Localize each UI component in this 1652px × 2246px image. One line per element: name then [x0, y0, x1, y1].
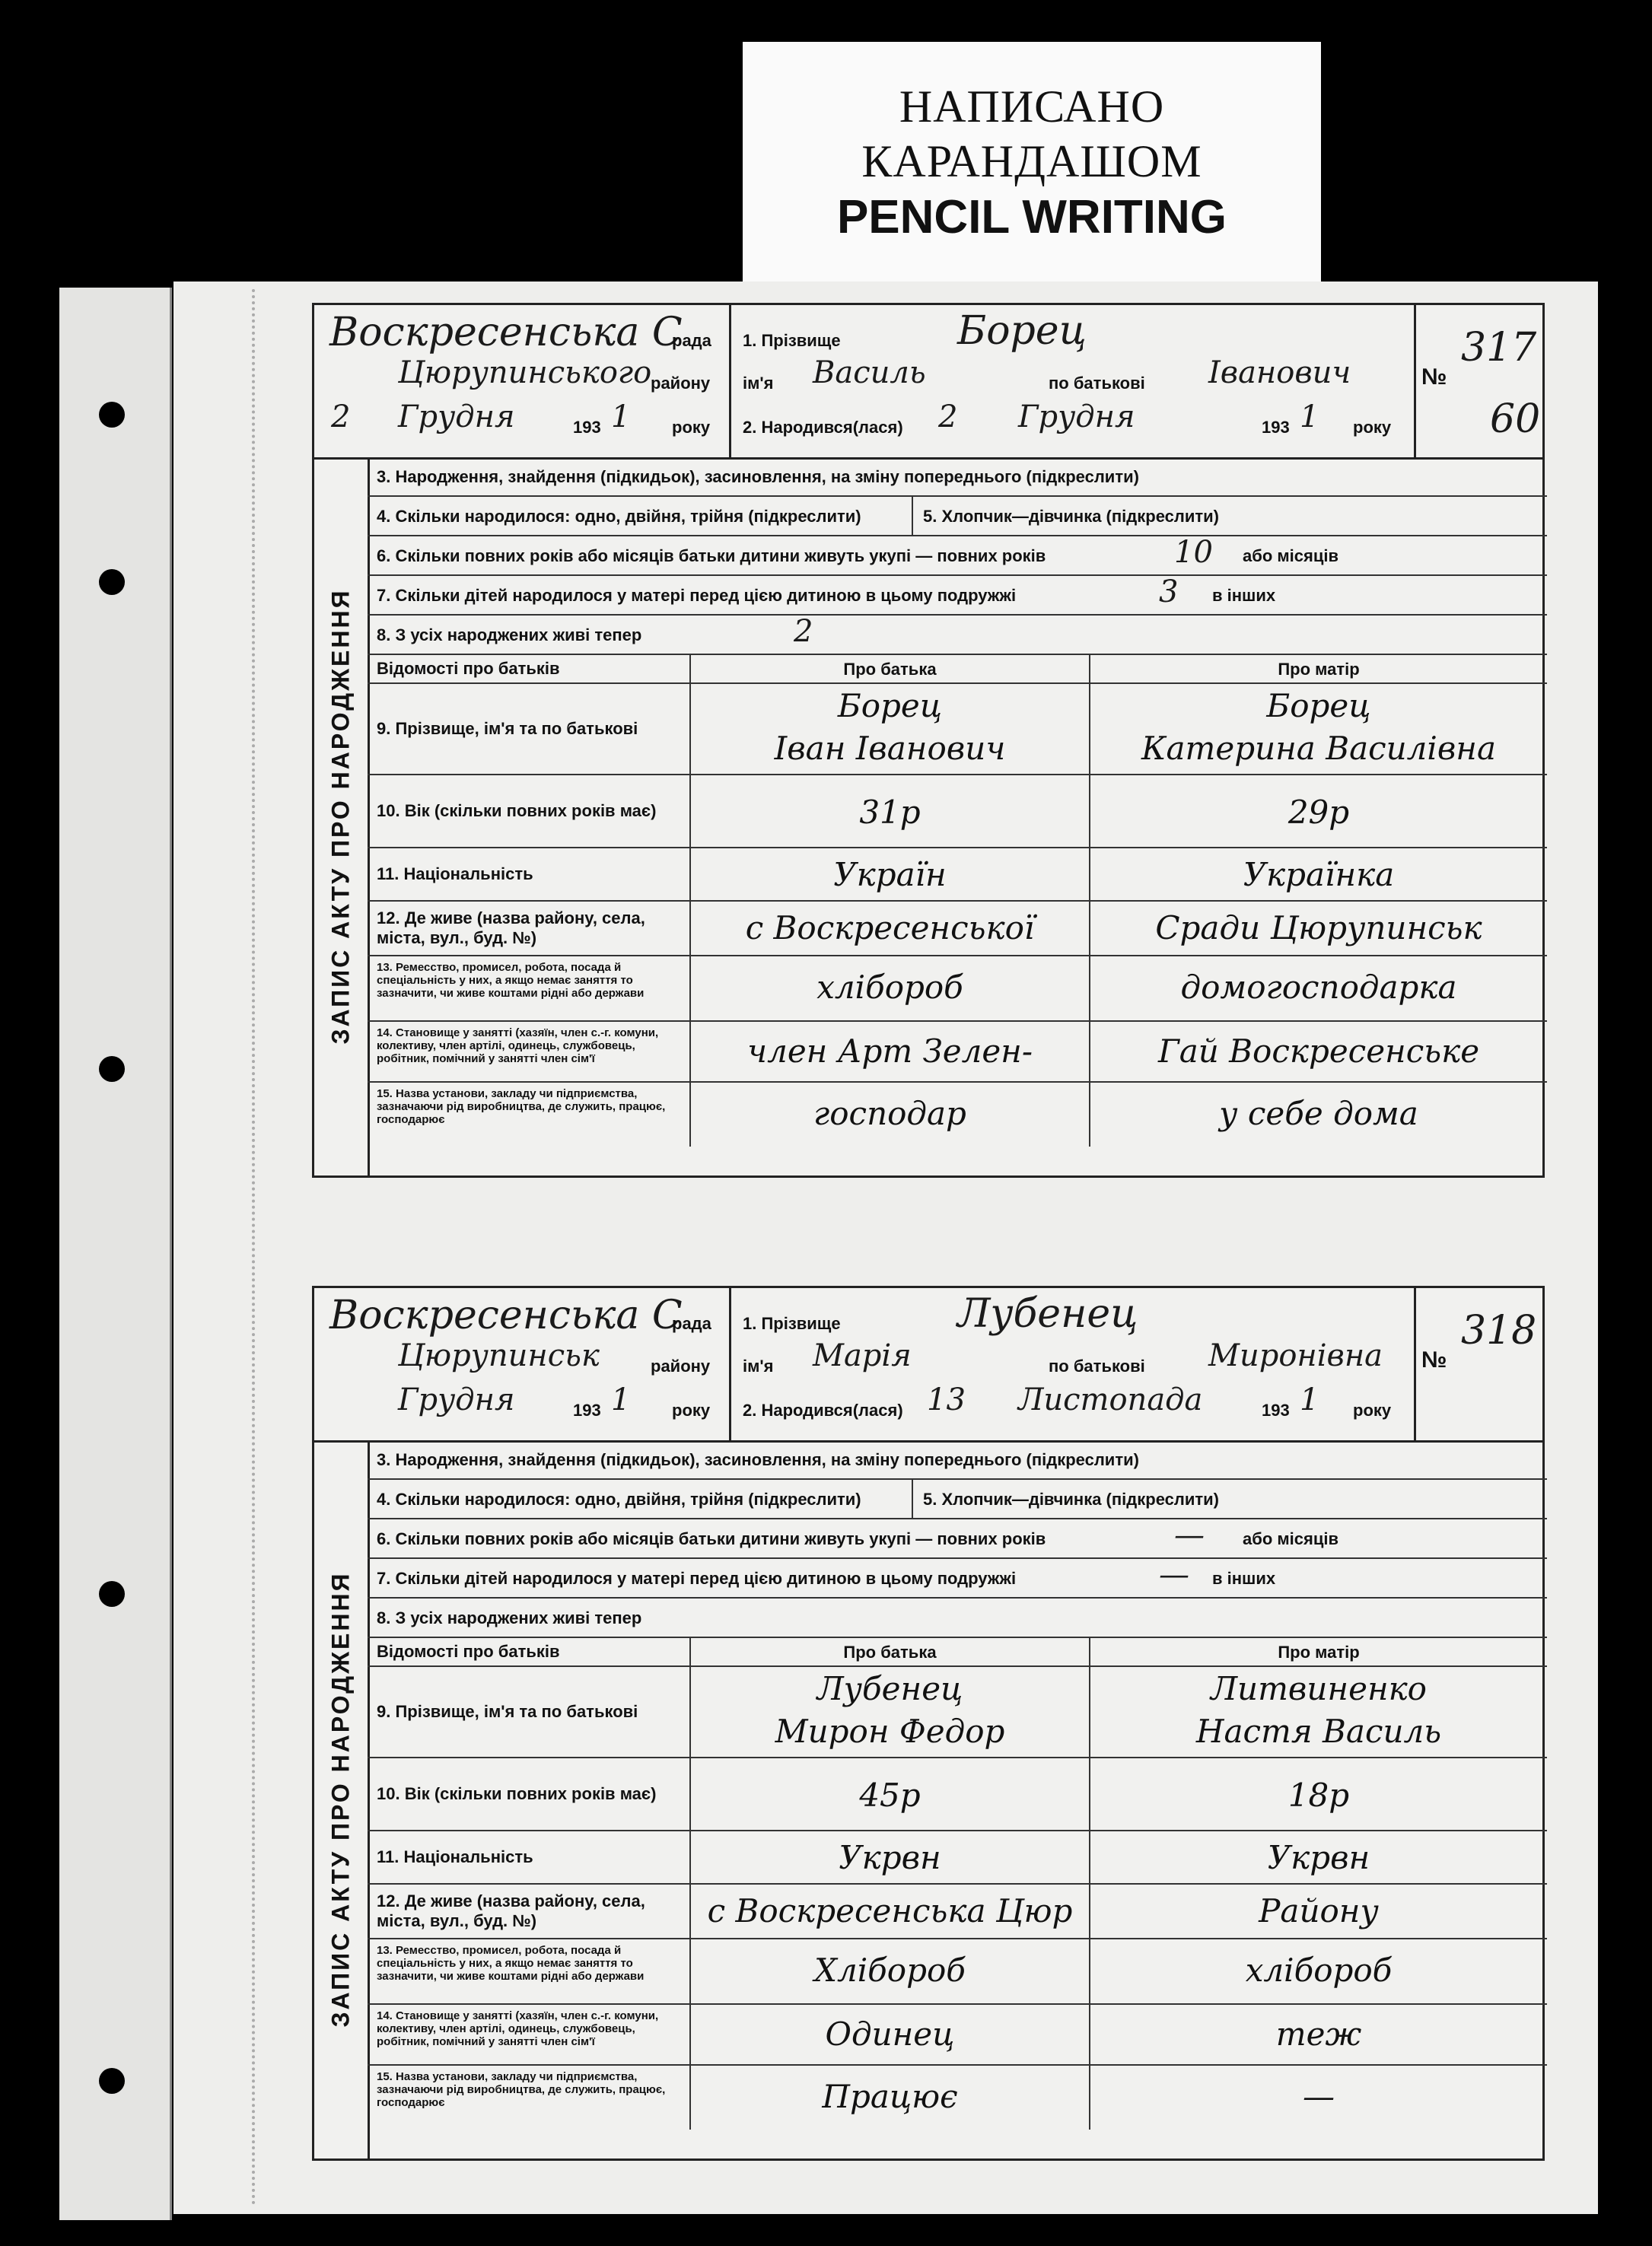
mother-place-hw: — [1303, 2078, 1335, 2115]
q8: 8. З усіх народжених живі тепер [377, 625, 642, 644]
row10-label: 10. Вік (скільки повних років має) [368, 775, 691, 847]
rada-hw: Воскресенська С [329, 1293, 683, 1338]
month-hw: Грудня [398, 399, 515, 434]
born-day-hw: 2 [938, 399, 958, 434]
father-nat-hw: Укрвн [839, 1839, 941, 1876]
patronymic-label: по батькові [1049, 374, 1145, 393]
name-label: ім'я [743, 374, 774, 393]
year-prefix: 193 [573, 418, 601, 437]
q3: 3. Народження, знайдення (підкидьок), засиновлення, на зміну попереднього (підкреслити) [377, 467, 1139, 486]
father-name-hw: Мирон Федор [775, 1713, 1005, 1750]
row10-label: 10. Вік (скільки повних років має) [368, 1758, 691, 1830]
year-prefix: 193 [573, 1401, 601, 1420]
col-info-header: Відомості про батьків [368, 655, 691, 682]
row11-label: 11. Національність [368, 848, 691, 900]
mother-name-hw: Настя Василь [1195, 1713, 1442, 1750]
children-before-hw: 3 [1159, 574, 1179, 609]
row14-label: 14. Становище у занятті (хазяїн, член с.-г. комуни, колективу, член артілі, одинець, службовець, робітник, помічний у занятті член сім'ї [368, 2005, 691, 2064]
mother-nat-hw: Українка [1243, 856, 1395, 893]
name-hw: Василь [813, 355, 926, 390]
father-age-hw: 31р [859, 794, 921, 831]
father-where-hw: с Воскресенська Цюр [707, 1892, 1073, 1929]
mother-job-hw: хлібороб [1245, 1952, 1393, 1989]
q4: 4. Скільки народилося: одно, двійня, трійня (підкреслити) [377, 507, 861, 526]
perforation-line [252, 289, 258, 2206]
mother-status-hw: Гай Воскресенське [1157, 1032, 1480, 1070]
vertical-title-text: ЗАПИС АКТУ ПРО НАРОДЖЕННЯ [326, 1571, 355, 2028]
father-status-hw: член Арт Зелен- [746, 1032, 1033, 1070]
row9-label: 9. Прізвище, ім'я та по батькові [368, 684, 691, 774]
q3: 3. Народження, знайдення (підкидьок), засиновлення, на зміну попереднього (підкреслити) [377, 1450, 1139, 1469]
q5: 5. Хлопчик—дівчинка (підкреслити) [923, 1490, 1220, 1509]
father-nat-hw: Україн [833, 856, 947, 893]
rada-hw: Воскресенська С [329, 310, 683, 355]
father-surname-hw: Лубенец [816, 1670, 963, 1707]
col-father-header: Про батька [843, 660, 937, 679]
father-job-hw: хлібороб [816, 969, 963, 1006]
row12-label: 12. Де живе (назва району, села, міста, вул., буд. №) [368, 902, 691, 955]
born-month-hw: Грудня [1018, 399, 1135, 434]
year-hw: 1 [611, 399, 631, 434]
mother-surname-hw: Литвиненко [1211, 1670, 1427, 1707]
patronymic-label: по батькові [1049, 1357, 1145, 1376]
rada-label: рада [672, 1314, 711, 1333]
number-hw: 317 [1461, 325, 1537, 371]
day-hw: 2 [331, 399, 351, 434]
q7a: 7. Скільки дітей народилося у матері перед цією дитиною в цьому подружжі [377, 1569, 1017, 1588]
binding-hole [99, 402, 125, 428]
binding-hole [99, 569, 125, 595]
year-hw: 1 [611, 1382, 631, 1417]
mother-surname-hw: Борец [1266, 687, 1371, 724]
born-year-prefix: 193 [1262, 418, 1290, 437]
surname-hw: Борец [957, 308, 1087, 354]
mother-age-hw: 18р [1288, 1777, 1350, 1814]
born-year-prefix: 193 [1262, 1401, 1290, 1420]
q8: 8. З усіх народжених живі тепер [377, 1608, 642, 1627]
father-status-hw: Одинец [825, 2015, 955, 2053]
col-mother-header: Про матір [1278, 660, 1360, 679]
col-father-header: Про батька [843, 1643, 937, 1662]
surname-label: 1. Прізвище [743, 331, 841, 350]
father-name-hw: Іван Іванович [774, 730, 1006, 767]
rayonu-label: району [651, 374, 711, 393]
roku-label: року [672, 418, 711, 437]
q4: 4. Скільки народилося: одно, двійня, трійня (підкреслити) [377, 1490, 861, 1509]
label-line-2: КАРАНДАШОМ [861, 136, 1202, 186]
row11-label: 11. Національність [368, 1831, 691, 1883]
mother-where-hw: Району [1259, 1892, 1379, 1929]
rada-label: рада [672, 331, 711, 350]
q6a: 6. Скільки повних років або місяців батьки дитини живуть укупі — повних років [377, 546, 1046, 565]
row14-label: 14. Становище у занятті (хазяїн, член с.-г. комуни, колективу, член артілі, одинець, службовець, робітник, помічний у занятті член сім'ї [368, 1022, 691, 1081]
row15-label: 15. Назва установи, закладу чи підприємства, зазначаючи рід виробництва, де служить, працює, господарює [368, 1083, 691, 1147]
binding-hole [99, 1581, 125, 1607]
rayon-hw: Цюрупинськ [398, 1338, 600, 1373]
number-label: № [1421, 1347, 1447, 1373]
vertical-title-text: ЗАПИС АКТУ ПРО НАРОДЖЕННЯ [326, 588, 355, 1045]
vertical-title [314, 457, 370, 1175]
number-alt-hw: 60 [1490, 396, 1541, 442]
patronymic-hw: Миронівна [1208, 1338, 1383, 1373]
rayonu-label: району [651, 1357, 711, 1376]
father-surname-hw: Борец [837, 687, 943, 724]
q6a: 6. Скільки повних років або місяців батьки дитини живуть укупі — повних років [377, 1529, 1046, 1548]
born-year-hw: 1 [1300, 1382, 1319, 1417]
surname-label: 1. Прізвище [743, 1314, 841, 1333]
father-where-hw: с Воскресенської [745, 909, 1035, 946]
born-roku-label: року [1353, 1401, 1392, 1420]
binding-hole [99, 1056, 125, 1082]
years-together-hw: 10 [1174, 535, 1213, 570]
born-month-hw: Листопада [1018, 1382, 1203, 1417]
name-label: ім'я [743, 1357, 774, 1376]
label-line-1: НАПИСАНО [899, 81, 1165, 132]
born-roku-label: року [1353, 418, 1392, 437]
mother-where-hw: Сради Цюрупинськ [1155, 909, 1482, 946]
rayon-hw: Цюрупинського [398, 355, 652, 390]
mother-place-hw: у себе дома [1219, 1095, 1418, 1132]
q6b: або місяців [1243, 546, 1338, 565]
q7b: в інших [1212, 586, 1276, 605]
col-info-header: Відомості про батьків [368, 1638, 691, 1665]
born-label: 2. Народився(лася) [743, 1401, 903, 1420]
row13-label: 13. Ремесство, промисел, робота, посада й спеціальність у них, а якщо немає заняття то зазначити, чи живе коштами рідні або держави [368, 956, 691, 1020]
name-hw: Марія [813, 1338, 912, 1373]
years-together-hw: — [1174, 1518, 1205, 1553]
father-place-hw: господар [813, 1095, 966, 1132]
mother-age-hw: 29р [1288, 794, 1350, 831]
binding-strip [59, 288, 172, 2220]
father-place-hw: Працює [822, 2078, 958, 2115]
q5: 5. Хлопчик—дівчинка (підкреслити) [923, 507, 1220, 526]
surname-hw: Лубенец [957, 1291, 1138, 1337]
pencil-writing-label [743, 42, 1321, 284]
number-hw: 318 [1461, 1308, 1537, 1354]
alive-hw: 2 [794, 614, 813, 649]
father-age-hw: 45р [859, 1777, 921, 1814]
mother-name-hw: Катерина Василівна [1141, 730, 1497, 767]
label-line-3: PENCIL WRITING [836, 191, 1227, 243]
born-year-hw: 1 [1300, 399, 1319, 434]
row12-label: 12. Де живе (назва району, села, міста, вул., буд. №) [368, 1885, 691, 1938]
row13-label: 13. Ремесство, промисел, робота, посада й спеціальність у них, а якщо немає заняття то зазначити, чи живе коштами рідні або держави [368, 1939, 691, 2003]
row9-label: 9. Прізвище, ім'я та по батькові [368, 1667, 691, 1757]
mother-status-hw: теж [1275, 2015, 1362, 2053]
col-mother-header: Про матір [1278, 1643, 1360, 1662]
mother-job-hw: домогосподарка [1180, 969, 1457, 1006]
children-before-hw: — [1159, 1557, 1189, 1592]
born-label: 2. Народився(лася) [743, 418, 903, 437]
q7a: 7. Скільки дітей народилося у матері перед цією дитиною в цьому подружжі [377, 586, 1017, 605]
q6b: або місяців [1243, 1529, 1338, 1548]
q7b: в інших [1212, 1569, 1276, 1588]
born-day-hw: 13 [927, 1382, 966, 1417]
month-hw: Грудня [398, 1382, 515, 1417]
number-label: № [1421, 364, 1447, 390]
row15-label: 15. Назва установи, закладу чи підприємства, зазначаючи рід виробництва, де служить, працює, господарює [368, 2066, 691, 2130]
binding-hole [99, 2068, 125, 2094]
vertical-title [314, 1440, 370, 2159]
father-job-hw: Хлібороб [814, 1952, 966, 1989]
roku-label: року [672, 1401, 711, 1420]
patronymic-hw: Іванович [1208, 355, 1351, 390]
mother-nat-hw: Укрвн [1267, 1839, 1370, 1876]
